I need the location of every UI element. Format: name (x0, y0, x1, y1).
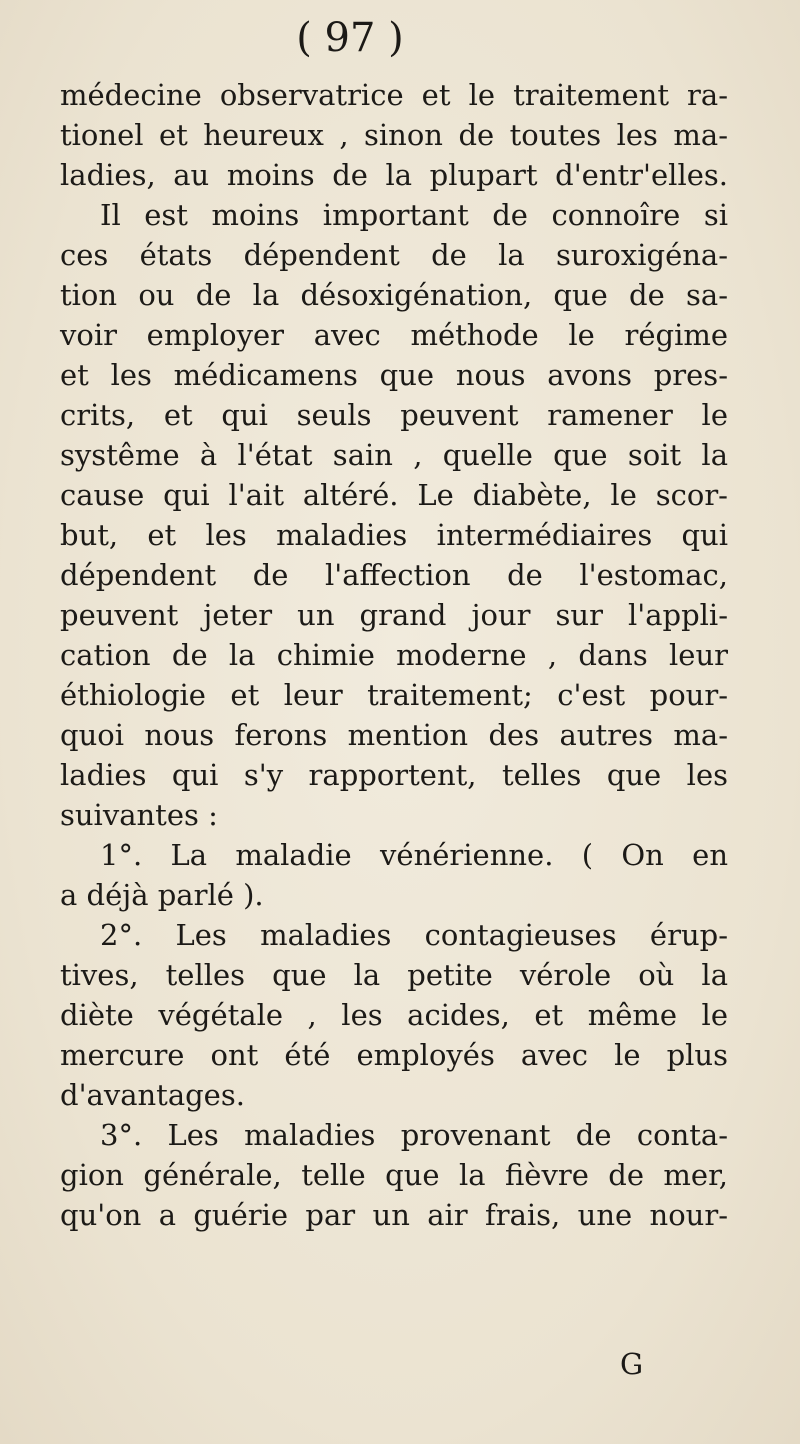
body-text (60, 75, 728, 1235)
text-line: éthiologie et leur traitement; c'est pour- (60, 678, 728, 712)
text-line: gion générale, telle que la fièvre de mer, (60, 1158, 728, 1192)
text-line: mercure ont été employés avec le plus (60, 1038, 728, 1072)
text-line: cause qui l'ait altéré. Le diabète, le scor- (60, 478, 728, 512)
text-line: but, et les maladies intermédiaires qui (60, 518, 728, 552)
text-line: tives, telles que la petite vérole où la (60, 958, 728, 992)
text-line: dépendent de l'affection de l'estomac, (60, 558, 728, 592)
text-line: suivantes : (60, 798, 218, 832)
text-line: Il est moins important de connoîre si (100, 198, 728, 232)
text-line: 2°. Les maladies contagieuses érup- (100, 918, 728, 952)
signature-mark: G (620, 1347, 644, 1381)
text-line: systême à l'état sain , quelle que soit la (60, 438, 728, 472)
text-line: 3°. Les maladies provenant de conta- (100, 1118, 728, 1152)
text-line: médecine observatrice et le traitement ra- (60, 78, 728, 112)
text-line: voir employer avec méthode le régime (60, 318, 728, 352)
text-line: ladies, au moins de la plupart d'entr'elles. (60, 158, 728, 192)
text-line: ces états dépendent de la suroxigéna- (60, 238, 728, 272)
page-number: ( 97 ) (296, 15, 404, 61)
text-line: cation de la chimie moderne , dans leur (60, 638, 728, 672)
text-line: 1°. La maladie vénérienne. ( On en (100, 838, 728, 872)
text-line: qu'on a guérie par un air frais, une nour- (60, 1198, 728, 1232)
text-line: peuvent jeter un grand jour sur l'appli- (60, 598, 728, 632)
text-line: ladies qui s'y rapportent, telles que les (60, 758, 728, 792)
text-line: et les médicamens que nous avons pres- (60, 358, 728, 392)
text-line: d'avantages. (60, 1078, 245, 1112)
text-line: tionel et heureux , sinon de toutes les ma- (60, 118, 728, 152)
text-line: quoi nous ferons mention des autres ma- (60, 718, 728, 752)
text-line: a déjà parlé ). (60, 878, 264, 912)
text-line: diète végétale , les acides, et même le (60, 998, 728, 1032)
text-line: tion ou de la désoxigénation, que de sa- (60, 278, 728, 312)
text-line: crits, et qui seuls peuvent ramener le (60, 398, 728, 432)
